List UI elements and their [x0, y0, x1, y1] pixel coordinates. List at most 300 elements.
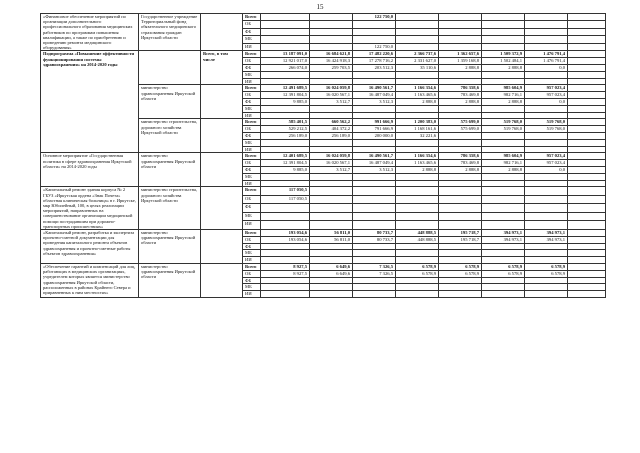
amount-cell [439, 173, 482, 180]
amount-cell: 13 187 091,0 [261, 51, 310, 58]
amount-cell: 3 512,3 [353, 99, 396, 106]
amount-cell: 2 331 627,0 [396, 58, 439, 65]
amount-cell [568, 65, 606, 72]
amount-cell: 16 424 918,3 [310, 58, 353, 65]
amount-cell [439, 21, 482, 28]
amount-cell: 6 578,9 [525, 270, 568, 277]
amount-cell [482, 284, 525, 291]
amount-cell [310, 173, 353, 180]
amount-cell [353, 139, 396, 146]
funding-source: МБ [243, 284, 261, 291]
amount-cell [439, 146, 482, 153]
amount-cell: 80 733,7 [353, 236, 396, 243]
amount-cell [261, 204, 310, 213]
funding-source: МБ [243, 105, 261, 112]
amount-cell: 985 604,9 [482, 153, 525, 160]
funding-source: ИИ [243, 257, 261, 264]
activity-description: Основное мероприятие «Государственная политика в сфере здравоохранения Иркутской области» на 2014-2020 годы [41, 153, 139, 187]
funding-source: МБ [243, 71, 261, 78]
amount-cell: 6 578,9 [439, 270, 482, 277]
responsible-executor: министерство здравоохранения Иркутской области [139, 85, 201, 119]
activity-description: «Обеспечение гарантий и компенсаций для лиц, работающих в медицинских организациях, учредителем которых является министерство здравоохранения Иркутской области, расположенных в районах Крайнего Севера и приравненных к ним местностях» [41, 263, 139, 297]
amount-cell: 2 888,8 [439, 166, 482, 173]
amount-cell: 957 023,4 [525, 160, 568, 167]
amount-cell [568, 160, 606, 167]
amount-cell [310, 212, 353, 221]
amount-cell [568, 132, 606, 139]
amount-cell [568, 14, 606, 21]
amount-cell [261, 180, 310, 187]
amount-cell [310, 204, 353, 213]
amount-cell [439, 43, 482, 50]
amount-cell [568, 99, 606, 106]
amount-cell [353, 36, 396, 43]
amount-cell [439, 187, 482, 196]
amount-cell [568, 126, 606, 133]
amount-cell [568, 78, 606, 85]
amount-cell: 200 000,0 [353, 132, 396, 139]
amount-cell: 519 768,0 [482, 126, 525, 133]
amount-cell [525, 139, 568, 146]
amount-cell [396, 195, 439, 204]
amount-cell: 6 649,6 [310, 270, 353, 277]
amount-cell: 575 699,0 [439, 119, 482, 126]
amount-cell [568, 243, 606, 250]
amount-cell: 12 391 804,5 [261, 92, 310, 99]
amount-cell [482, 291, 525, 298]
amount-cell [261, 36, 310, 43]
funding-source: ФБ [243, 99, 261, 106]
amount-cell [525, 71, 568, 78]
amount-cell [261, 212, 310, 221]
amount-cell [568, 58, 606, 65]
amount-cell [525, 257, 568, 264]
funding-source: Всего [243, 85, 261, 92]
budget-table [40, 13, 606, 298]
amount-cell [310, 284, 353, 291]
amount-cell [482, 187, 525, 196]
amount-cell [482, 28, 525, 35]
amount-cell [525, 28, 568, 35]
amount-cell [310, 14, 353, 21]
amount-cell: 6 578,9 [525, 263, 568, 270]
activity-description: «Капитальный ремонт здания корпуса № 2 ГБУЗ «Иркутская ордена «Знак Почета» областная клиническая больница» в г. Иркутске, мкр Юбилейный, 100, в целях реализации мероприятий, направленных на совершенствование организации медицинской помощи пострадавшим при дорожно-транспортных происшествиях» [41, 187, 139, 230]
amount-cell [396, 180, 439, 187]
amount-cell [396, 187, 439, 196]
activity-description: Подпрограмма «Повышение эффективности функционирования системы здравоохранения» на 2014-2020 годы [41, 51, 139, 153]
amount-cell [310, 112, 353, 119]
page-number: 15 [316, 3, 324, 11]
amount-cell: 12 391 804,5 [261, 160, 310, 167]
amount-cell: 3 512,7 [310, 99, 353, 106]
amount-cell: 56 811,0 [310, 236, 353, 243]
funding-source: МБ [243, 212, 261, 221]
amount-cell [482, 146, 525, 153]
amount-cell [353, 71, 396, 78]
amount-cell [525, 173, 568, 180]
amount-cell [353, 221, 396, 230]
amount-cell: 982 716,1 [482, 160, 525, 167]
amount-cell: 786 358,6 [439, 153, 482, 160]
funding-source: ФБ [243, 166, 261, 173]
amount-cell [568, 257, 606, 264]
amount-cell [310, 36, 353, 43]
amount-cell [310, 71, 353, 78]
amount-cell: 791 666,9 [353, 126, 396, 133]
amount-cell [261, 277, 310, 284]
funding-source: МБ [243, 250, 261, 257]
funding-source: ОБ [243, 236, 261, 243]
table-row [41, 229, 606, 236]
amount-cell [261, 21, 310, 28]
amount-cell [353, 195, 396, 204]
table-row [41, 263, 606, 270]
amount-cell: 3 512,7 [310, 166, 353, 173]
amount-cell: 0,0 [525, 166, 568, 173]
funding-source: ФБ [243, 204, 261, 213]
amount-cell [482, 195, 525, 204]
amount-cell [568, 105, 606, 112]
amount-cell [482, 250, 525, 257]
amount-cell [439, 132, 482, 139]
amount-cell [310, 43, 353, 50]
amount-cell [525, 221, 568, 230]
amount-cell [439, 243, 482, 250]
amount-cell [525, 112, 568, 119]
amount-cell [482, 43, 525, 50]
amount-cell: 1 359 168,8 [439, 58, 482, 65]
amount-cell: 203 512,3 [353, 65, 396, 72]
responsible-executor: министерство здравоохранения Иркутской области [139, 263, 201, 297]
amount-cell: 12 491 689,5 [261, 85, 310, 92]
amount-cell [353, 284, 396, 291]
total-label [201, 14, 243, 51]
amount-cell [482, 71, 525, 78]
amount-cell: 16 490 561,7 [353, 153, 396, 160]
amount-cell [568, 112, 606, 119]
amount-cell [396, 257, 439, 264]
amount-cell [525, 291, 568, 298]
funding-source: ФБ [243, 28, 261, 35]
responsible-executor: министерство строительства, дорожного хозяйства Иркутской области [139, 187, 201, 230]
amount-cell [261, 28, 310, 35]
amount-cell [568, 221, 606, 230]
amount-cell [439, 139, 482, 146]
table-row [41, 14, 606, 21]
amount-cell [568, 21, 606, 28]
amount-cell [439, 277, 482, 284]
amount-cell [439, 14, 482, 21]
amount-cell: 957 023,4 [525, 153, 568, 160]
amount-cell: 122 750,0 [353, 14, 396, 21]
amount-cell [353, 112, 396, 119]
amount-cell [568, 284, 606, 291]
amount-cell [310, 21, 353, 28]
amount-cell [261, 105, 310, 112]
amount-cell [482, 139, 525, 146]
amount-cell: 193 054,6 [261, 236, 310, 243]
amount-cell [525, 78, 568, 85]
amount-cell [568, 139, 606, 146]
amount-cell: 2 888,8 [482, 166, 525, 173]
amount-cell [482, 105, 525, 112]
amount-cell [310, 221, 353, 230]
amount-cell [261, 221, 310, 230]
amount-cell [568, 291, 606, 298]
amount-cell [482, 257, 525, 264]
activity-description: «Капитальный ремонт, разработка и экспертиза проектно-сметной документации для проведения капитального ремонта объектов здравоохранения и проектно-сметные работы объектов здравоохранения» [41, 229, 139, 263]
amount-cell: 16 490 561,7 [353, 85, 396, 92]
amount-cell [568, 204, 606, 213]
amount-cell [310, 78, 353, 85]
funding-source: ИИ [243, 221, 261, 230]
amount-cell [261, 139, 310, 146]
amount-cell [353, 243, 396, 250]
amount-cell [439, 71, 482, 78]
amount-cell [482, 212, 525, 221]
funding-source: Всего [243, 263, 261, 270]
amount-cell [482, 78, 525, 85]
amount-cell: 1 168 161,6 [396, 126, 439, 133]
amount-cell [396, 36, 439, 43]
amount-cell: 2 888,8 [396, 99, 439, 106]
amount-cell [396, 105, 439, 112]
amount-cell [310, 187, 353, 196]
amount-cell [525, 195, 568, 204]
amount-cell: 17 278 716,2 [353, 58, 396, 65]
amount-cell [568, 166, 606, 173]
amount-cell [396, 173, 439, 180]
amount-cell: 6 578,9 [482, 270, 525, 277]
amount-cell: 16 020 567,1 [310, 160, 353, 167]
total-label [201, 263, 243, 297]
amount-cell [396, 212, 439, 221]
funding-source: ФБ [243, 65, 261, 72]
amount-cell [310, 139, 353, 146]
total-label: Всего, в том числе [201, 51, 243, 85]
amount-cell [568, 277, 606, 284]
amount-cell [525, 284, 568, 291]
amount-cell [568, 263, 606, 270]
funding-source: ОБ [243, 58, 261, 65]
amount-cell: 394 973,1 [525, 236, 568, 243]
amount-cell [396, 28, 439, 35]
amount-cell: 991 666,9 [353, 119, 396, 126]
funding-source: МБ [243, 36, 261, 43]
amount-cell: 1 163 465,6 [396, 160, 439, 167]
amount-cell [482, 36, 525, 43]
amount-cell: 2 888,8 [439, 99, 482, 106]
amount-cell: 575 699,0 [439, 126, 482, 133]
amount-cell [525, 277, 568, 284]
funding-source: МБ [243, 139, 261, 146]
amount-cell: 2 888,8 [482, 99, 525, 106]
amount-cell [261, 14, 310, 21]
amount-cell: 117 050,5 [261, 195, 310, 204]
amount-cell: 122 750,0 [353, 43, 396, 50]
amount-cell [261, 250, 310, 257]
activity-description: «Финансовое обеспечение мероприятий по организации дополнительного профессионального образования медицинских работников по программам повышения квалификации, а также по приобретению и проведению ремонта медицинского оборудования» [41, 14, 139, 51]
responsible-executor: министерство здравоохранения Иркутской области [139, 229, 201, 263]
amount-cell [568, 153, 606, 160]
amount-cell: 6 578,9 [396, 263, 439, 270]
amount-cell [439, 257, 482, 264]
amount-cell: 2 888,8 [396, 166, 439, 173]
amount-cell [525, 43, 568, 50]
total-label [201, 187, 243, 230]
amount-cell: 1 502 484,1 [482, 58, 525, 65]
funding-source: ОБ [243, 92, 261, 99]
amount-cell [439, 250, 482, 257]
funding-source: МБ [243, 173, 261, 180]
amount-cell: 16 684 621,8 [310, 51, 353, 58]
amount-cell [353, 257, 396, 264]
amount-cell [568, 250, 606, 257]
funding-source: ФБ [243, 277, 261, 284]
amount-cell [261, 257, 310, 264]
amount-cell [353, 187, 396, 196]
amount-cell: 6 578,9 [482, 263, 525, 270]
amount-cell [439, 291, 482, 298]
amount-cell: 1 476 791,4 [525, 58, 568, 65]
amount-cell: 1 166 354,6 [396, 153, 439, 160]
amount-cell: 16 024 059,8 [310, 85, 353, 92]
amount-cell [482, 277, 525, 284]
amount-cell [310, 277, 353, 284]
responsible-executor: Государственное учреждение Территориальный фонд обязательного медицинского страхования граждан Иркутской области [139, 14, 201, 51]
amount-cell: 2 888,8 [482, 65, 525, 72]
amount-cell [568, 270, 606, 277]
amount-cell [261, 284, 310, 291]
amount-cell [353, 105, 396, 112]
funding-source: ОБ [243, 126, 261, 133]
amount-cell: 394 973,1 [482, 236, 525, 243]
amount-cell [439, 36, 482, 43]
amount-cell [568, 229, 606, 236]
amount-cell [482, 21, 525, 28]
amount-cell [396, 291, 439, 298]
amount-cell [482, 221, 525, 230]
amount-cell: 1 163 465,6 [396, 92, 439, 99]
amount-cell: 783 469,8 [439, 160, 482, 167]
funding-source: ИИ [243, 78, 261, 85]
amount-cell [353, 28, 396, 35]
amount-cell: 32 221,6 [396, 132, 439, 139]
amount-cell [353, 250, 396, 257]
amount-cell [439, 28, 482, 35]
amount-cell [353, 21, 396, 28]
amount-cell [396, 21, 439, 28]
amount-cell [396, 14, 439, 21]
amount-cell [310, 291, 353, 298]
amount-cell [261, 112, 310, 119]
funding-source: ОБ [243, 195, 261, 204]
amount-cell [439, 180, 482, 187]
amount-cell [310, 146, 353, 153]
amount-cell [568, 173, 606, 180]
responsible-executor: министерство строительства, дорожного хозяйства Иркутской области [139, 119, 201, 153]
funding-source: ОБ [243, 160, 261, 167]
amount-cell [525, 21, 568, 28]
amount-cell [568, 71, 606, 78]
amount-cell [261, 146, 310, 153]
amount-cell: 519 768,0 [525, 126, 568, 133]
funding-source: ИИ [243, 146, 261, 153]
amount-cell: 1 200 383,0 [396, 119, 439, 126]
table-row [41, 187, 606, 196]
amount-cell [568, 180, 606, 187]
amount-cell [525, 146, 568, 153]
amount-cell [568, 236, 606, 243]
amount-cell [261, 173, 310, 180]
funding-source: Всего [243, 51, 261, 58]
amount-cell: 256 189,0 [310, 132, 353, 139]
amount-cell: 519 768,0 [482, 119, 525, 126]
amount-cell [261, 291, 310, 298]
amount-cell [439, 78, 482, 85]
amount-cell [525, 105, 568, 112]
amount-cell [310, 180, 353, 187]
amount-cell [568, 85, 606, 92]
amount-cell [353, 277, 396, 284]
amount-cell [310, 28, 353, 35]
amount-cell: 7 326,5 [353, 270, 396, 277]
amount-cell: 9 885,0 [261, 99, 310, 106]
amount-cell [525, 187, 568, 196]
amount-cell [525, 36, 568, 43]
amount-cell: 783 469,8 [439, 92, 482, 99]
amount-cell: 12 401 689,5 [261, 153, 310, 160]
amount-cell: 80 733,7 [353, 229, 396, 236]
amount-cell [439, 105, 482, 112]
amount-cell [396, 43, 439, 50]
amount-cell [568, 92, 606, 99]
amount-cell [353, 204, 396, 213]
funding-source: ФБ [243, 243, 261, 250]
table-row [41, 153, 606, 160]
amount-cell: 266 074,0 [261, 65, 310, 72]
amount-cell: 6 578,9 [439, 263, 482, 270]
total-label [201, 119, 243, 153]
amount-cell: 16 020 567,1 [310, 92, 353, 99]
amount-cell [396, 243, 439, 250]
amount-cell [525, 204, 568, 213]
funding-source: ИИ [243, 43, 261, 50]
funding-source: ИИ [243, 112, 261, 119]
amount-cell: 3 512,3 [353, 166, 396, 173]
amount-cell [396, 204, 439, 213]
amount-cell [396, 284, 439, 291]
amount-cell: 12 921 017,0 [261, 58, 310, 65]
funding-source: ИИ [243, 180, 261, 187]
amount-cell [439, 195, 482, 204]
total-label [201, 153, 243, 187]
amount-cell [568, 212, 606, 221]
amount-cell: 660 562,2 [310, 119, 353, 126]
amount-cell [568, 187, 606, 196]
amount-cell [568, 43, 606, 50]
funding-source: Всего [243, 187, 261, 196]
amount-cell: 6 578,9 [396, 270, 439, 277]
funding-source: ОБ [243, 270, 261, 277]
amount-cell [310, 243, 353, 250]
responsible-executor: министерство здравоохранения Иркутской области [139, 153, 201, 187]
amount-cell: 8 927,5 [261, 270, 310, 277]
amount-cell [482, 14, 525, 21]
amount-cell [353, 78, 396, 85]
amount-cell: 7 326,5 [353, 263, 396, 270]
amount-cell: 1 476 791,4 [525, 51, 568, 58]
